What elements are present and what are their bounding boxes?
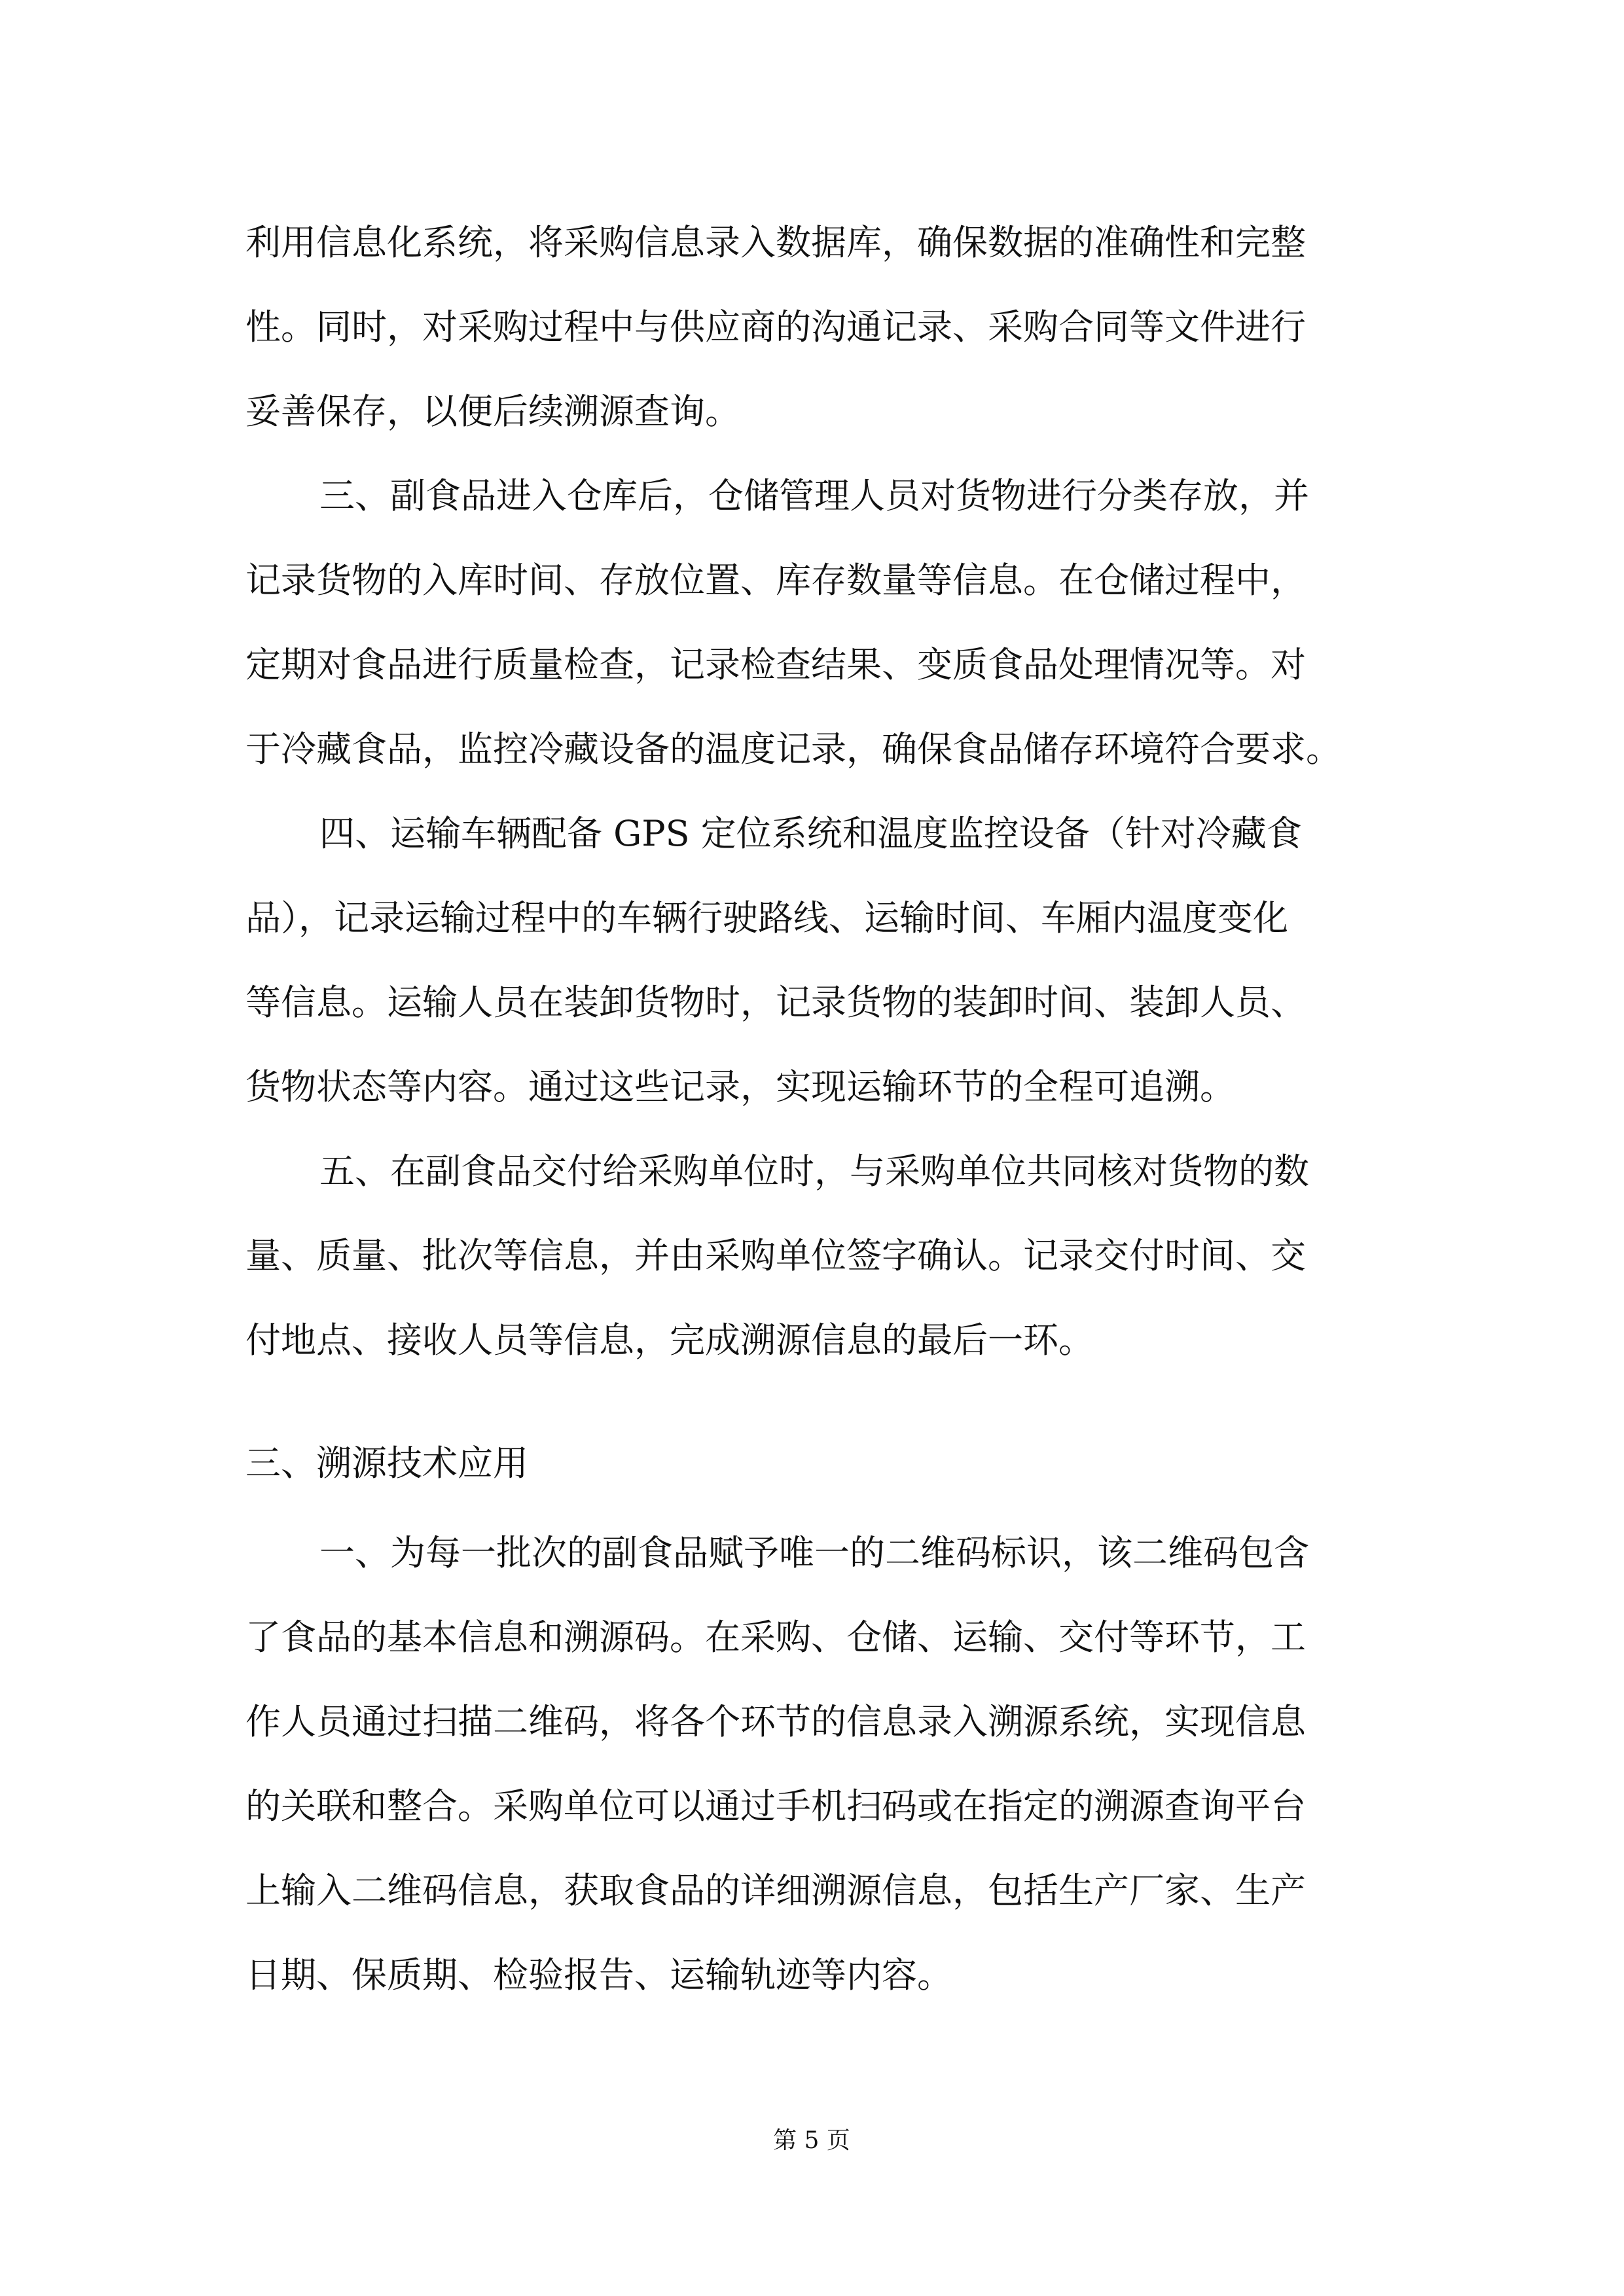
paragraph-2-line-4: 于冷藏食品，监控冷藏设备的温度记录，确保食品储存环境符合要求。 (245, 728, 1341, 770)
paragraph-5-line-1: 一、为每一批次的副食品赋予唯一的二维码标识，该二维码包含 (319, 1532, 1309, 1573)
section-heading: 三、溯源技术应用 (245, 1443, 528, 1484)
paragraph-4-line-2: 量、质量、批次等信息，并由采购单位签字确认。记录交付时间、交 (245, 1235, 1306, 1276)
paragraph-3-line-2: 品），记录运输过程中的车辆行驶路线、运输时间、车厢内温度变化 (245, 897, 1288, 939)
paragraph-5-line-4: 的关联和整合。采购单位可以通过手机扫码或在指定的溯源查询平台 (245, 1785, 1306, 1827)
paragraph-2-line-2: 记录货物的入库时间、存放位置、库存数量等信息。在仓储过程中， (245, 560, 1306, 601)
paragraph-4-line-3: 付地点、接收人员等信息，完成溯源信息的最后一环。 (245, 1319, 1094, 1361)
paragraph-1-line-1: 利用信息化系统，将采购信息录入数据库，确保数据的准确性和完整 (245, 222, 1306, 263)
paragraph-3-line-4: 货物状态等内容。通过这些记录，实现运输环节的全程可追溯。 (245, 1066, 1235, 1107)
paragraph-1-line-3: 妥善保存，以便后续溯源查询。 (245, 391, 740, 432)
paragraph-2-line-1: 三、副食品进入仓库后，仓储管理人员对货物进行分类存放，并 (319, 475, 1309, 516)
paragraph-2-line-3: 定期对食品进行质量检查，记录检查结果、变质食品处理情况等。对 (245, 644, 1306, 685)
paragraph-5-line-2: 了食品的基本信息和溯源码。在采购、仓储、运输、交付等环节，工 (245, 1617, 1306, 1658)
paragraph-5-line-6: 日期、保质期、检验报告、运输轨迹等内容。 (245, 1954, 952, 1996)
page-number: 第 5 页 (773, 2127, 850, 2154)
paragraph-3-line-1: 四、运输车辆配备 GPS 定位系统和温度监控设备（针对冷藏食 (319, 813, 1302, 854)
paragraph-4-line-1: 五、在副食品交付给采购单位时，与采购单位共同核对货物的数 (319, 1151, 1309, 1192)
paragraph-5-line-5: 上输入二维码信息，获取食品的详细溯源信息，包括生产厂家、生产 (245, 1870, 1306, 1911)
paragraph-1-line-2: 性。同时，对采购过程中与供应商的沟通记录、采购合同等文件进行 (245, 306, 1306, 348)
paragraph-3-line-3: 等信息。运输人员在装卸货物时，记录货物的装卸时间、装卸人员、 (245, 982, 1306, 1023)
paragraph-5-line-3: 作人员通过扫描二维码，将各个环节的信息录入溯源系统，实现信息 (245, 1701, 1306, 1742)
